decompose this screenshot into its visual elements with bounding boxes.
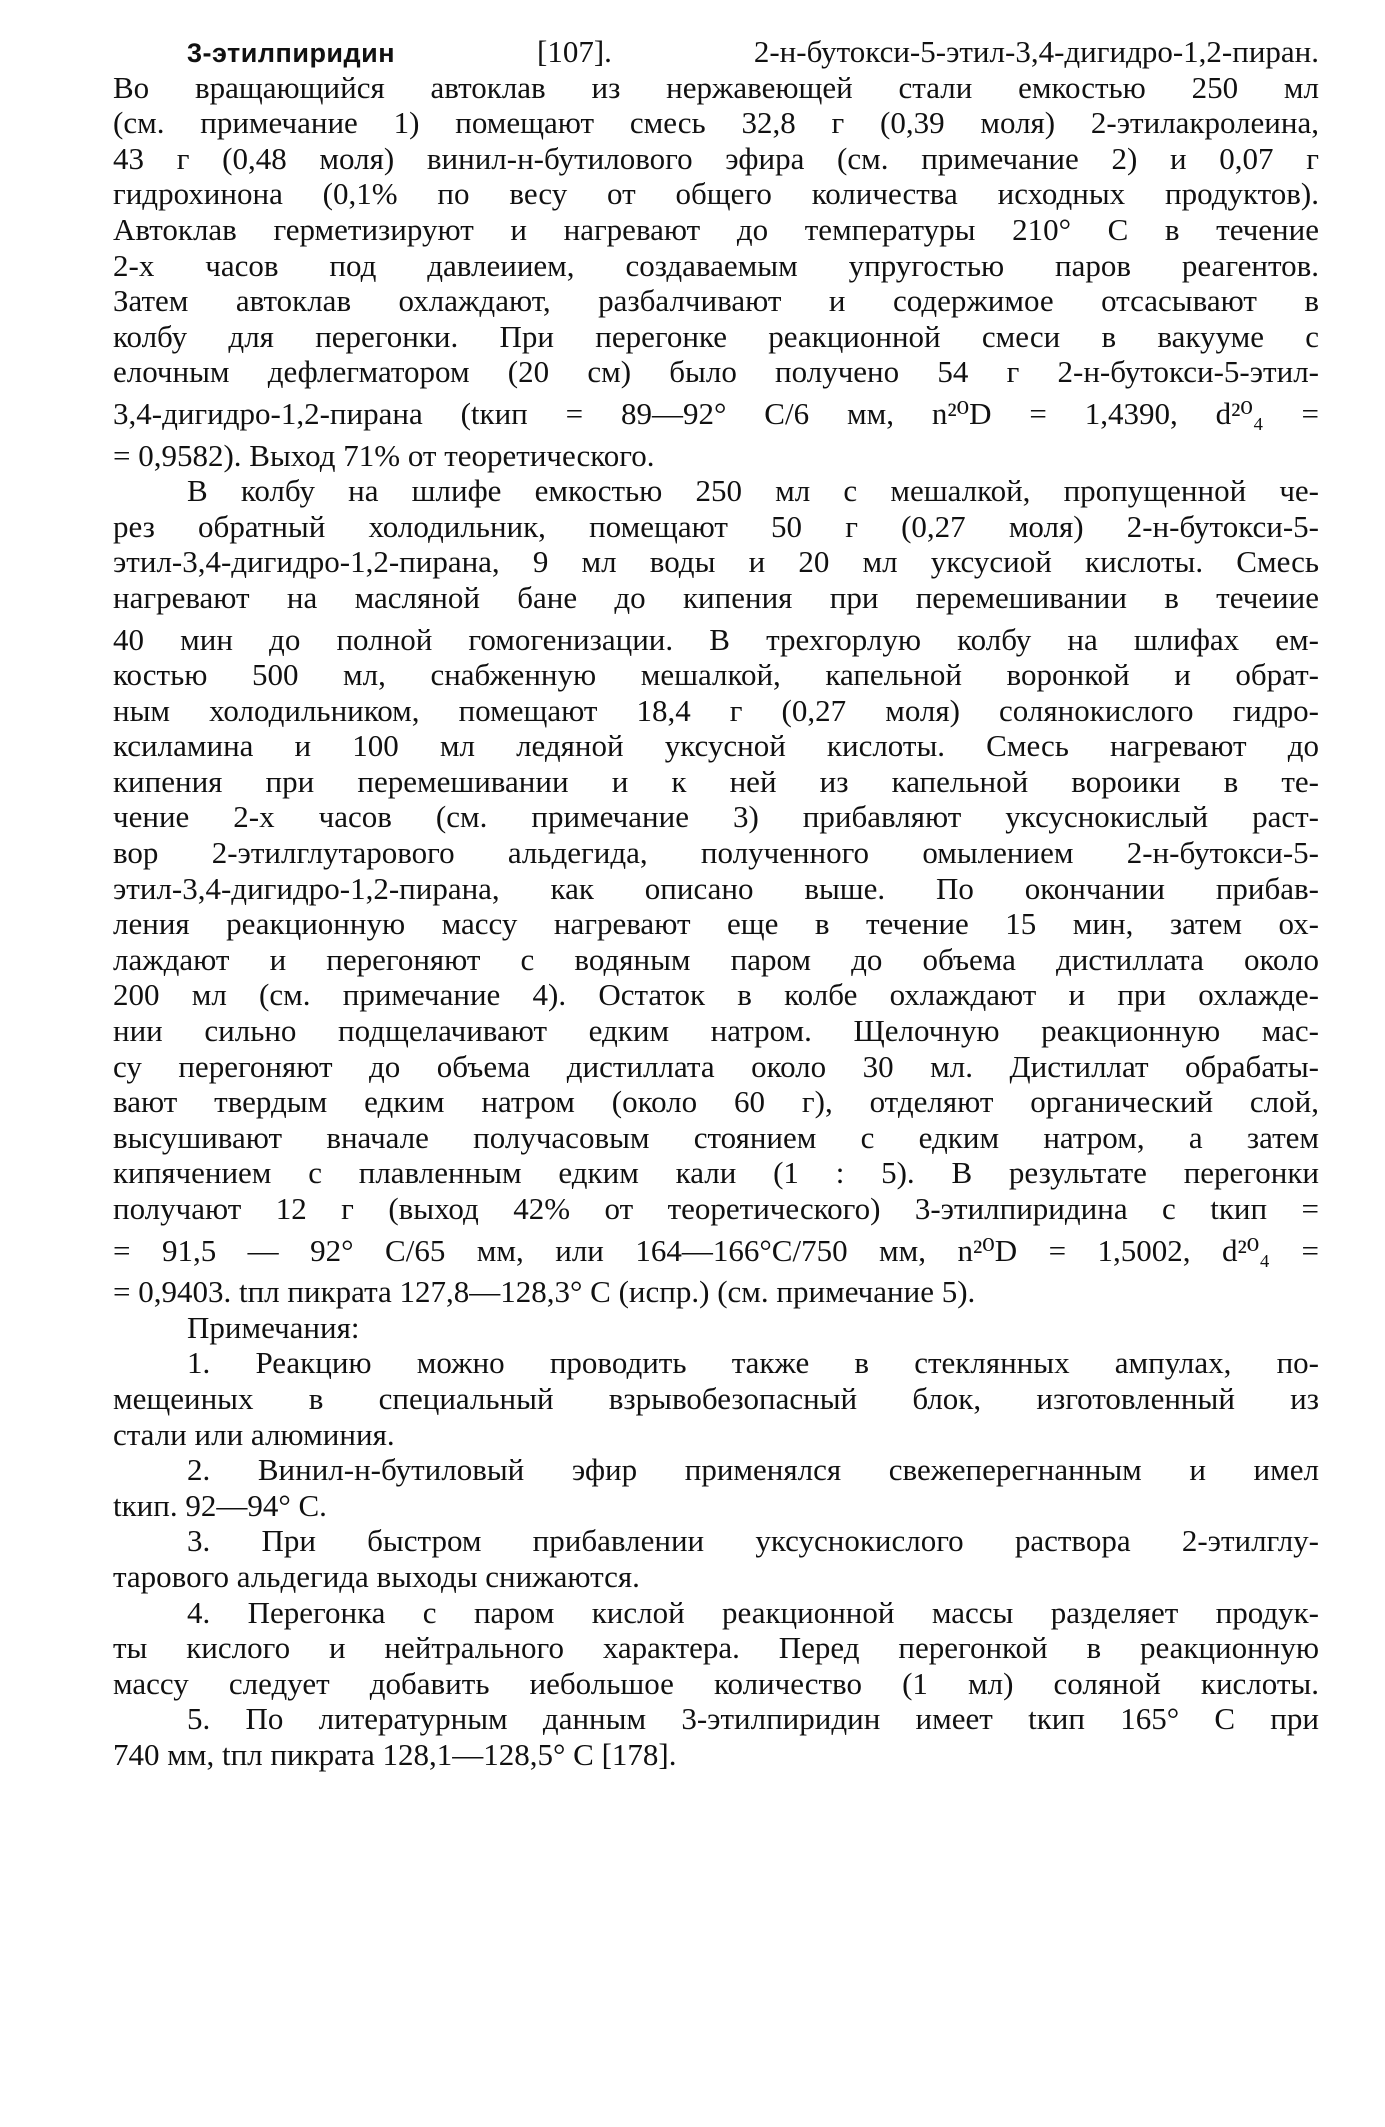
text-line: 200 мл (см. примечание 4). Остаток в колбе охлаждают и при охлажде- — [113, 977, 1319, 1013]
note-line: 4. Перегонка с паром кислой реакционной массы разделяет продук- — [187, 1594, 1319, 1630]
document-page — [113, 34, 1319, 1773]
note-line: 1. Реакцию можно проводить также в стеклянных ампулах, по- — [187, 1345, 1319, 1381]
text-line: (см. примечание 1) помещают смесь 32,8 г (0,39 моля) 2-этилакролеина, — [113, 105, 1319, 141]
paragraph-synthesis-step-2 — [113, 473, 1319, 1310]
text-line: получают 12 г (выход 42% от теоретического) 3-этилпиридина с tкип = — [113, 1191, 1319, 1226]
text-line: 40 мин до полной гомогенизации. В трехгорлую колбу на шлифах ем- — [113, 621, 1319, 657]
notes-heading: Примечания: — [187, 1309, 360, 1345]
heading-line — [113, 34, 1319, 70]
text-line: кипячением с плавленным едким кали (1 : 5). В результате перегонки — [113, 1155, 1319, 1191]
compound-title: 3-этилпиридин — [187, 38, 396, 68]
text-line: елочным дефлегматором (20 см) было получено 54 г 2-н-бутокси-5-этил- — [113, 354, 1319, 390]
text-line: высушивают вначале получасовым стоянием с едким натром, а затем — [113, 1119, 1319, 1155]
text-line: Затем автоклав охлаждают, разбалчивают и содержимое отсасывают в — [113, 283, 1319, 319]
note-line: tкип. 92—94° С. — [113, 1487, 327, 1523]
note-line: 740 мм, tпл пикрата 128,1—128,5° С [178]. — [113, 1736, 677, 1772]
text-line: рез обратный холодильник, помещают 50 г (0,27 моля) 2-н-бутокси-5- — [113, 508, 1319, 544]
notes-list — [113, 1345, 1319, 1772]
note-line: тарового альдегида выходы снижаются. — [113, 1558, 640, 1594]
text-line: 3,4-дигидро-1,2-пирана (tкип = 89—92° С/6 мм, n²⁰D = 1,4390, d²⁰₄ = — [113, 395, 1319, 431]
text-line: 2-х часов под давлеиием, создаваемым упругостью паров реагентов. — [113, 247, 1319, 283]
text-line: ления реакционную массу нагревают еще в течение 15 мин, затем ох- — [113, 906, 1319, 942]
text-line: вают твердым едким натром (около 60 г), отделяют органический слой, — [113, 1084, 1319, 1120]
note-item-3 — [113, 1523, 1319, 1594]
text-line: нагревают на масляной бане до кипения при перемешивании в течеиие — [113, 579, 1319, 615]
note-item-4 — [113, 1595, 1319, 1702]
note-line: 2. Винил-н-бутиловый эфир применялся свежеперегнанным и имел — [187, 1452, 1319, 1488]
text-line: нии сильно подщелачивают едким натром. Щелочную реакционную мас- — [113, 1013, 1319, 1049]
text-line: = 0,9403. tпл пикрата 127,8—128,3° С (испр.) (см. примечание 5). — [113, 1274, 976, 1310]
text-line: чение 2-х часов (см. примечание 3) прибавляют уксуснокислый раст- — [113, 799, 1319, 835]
text-line: ксиламина и 100 мл ледяной уксусной кислоты. Смесь нагревают до — [113, 728, 1319, 764]
text-line: лаждают и перегоняют с водяным паром до объема дистиллата около — [113, 941, 1319, 977]
note-item-1 — [113, 1345, 1319, 1452]
text-line: кипения при перемешивании и к ней из капельной вороики в те- — [113, 763, 1319, 799]
text-line: Во вращающийся автоклав из нержавеющей стали емкостью 250 мл — [113, 69, 1319, 105]
note-line: 3. При быстром прибавлении уксуснокислого раствора 2-этилглу- — [187, 1523, 1319, 1559]
heading-subtitle: 2-н-бутокси-5-этил-3,4-дигидро-1,2-пиран. — [753, 34, 1320, 69]
note-line: ты кислого и нейтрального характера. Перед перегонкой в реакционную — [113, 1630, 1319, 1666]
text-line: этил-3,4-дигидро-1,2-пирана, 9 мл воды и 20 мл уксусиой кислоты. Смесь — [113, 544, 1319, 580]
note-line: 5. По литературным данным 3-этилпиридин имеет tкип 165° С при — [187, 1701, 1319, 1737]
text-line: = 91,5 — 92° С/65 мм, или 164—166°С/750 мм, n²⁰D = 1,5002, d²⁰₄ = — [113, 1232, 1319, 1268]
text-line: колбу для перегонки. При перегонке реакционной смеси в вакууме с — [113, 318, 1319, 354]
note-line: массу следует добавить иебольшое количество (1 мл) соляной кислоты. — [113, 1665, 1319, 1701]
text-line: этил-3,4-дигидро-1,2-пирана, как описано выше. По окончании прибав- — [113, 870, 1319, 906]
text-line: Автоклав герметизируют и нагревают до температуры 210° С в течение — [113, 211, 1319, 247]
text-line: ным холодильником, помещают 18,4 г (0,27 моля) солянокислого гидро- — [113, 692, 1319, 728]
paragraph-synthesis-step-1 — [113, 70, 1319, 474]
note-item-2 — [113, 1452, 1319, 1523]
text-line: вор 2-этилглутарового альдегида, полученного омылением 2-н-бутокси-5- — [113, 835, 1319, 871]
text-line: В колбу на шлифе емкостью 250 мл с мешалкой, пропущенной че- — [187, 473, 1319, 509]
note-line: мещеиных в специальный взрывобезопасный блок, изготовленный из — [113, 1380, 1319, 1416]
text-line: гидрохинона (0,1% по весу от общего количества исходных продуктов). — [113, 176, 1319, 212]
note-item-5 — [113, 1701, 1319, 1772]
text-line: = 0,9582). Выход 71% от теоретического. — [113, 437, 655, 473]
text-line: 43 г (0,48 моля) винил-н-бутилового эфира (см. примечание 2) и 0,07 г — [113, 140, 1319, 176]
text-line: костью 500 мл, снабженную мешалкой, капельной воронкой и обрат- — [113, 657, 1319, 693]
text-line: су перегоняют до объема дистиллата около 30 мл. Дистиллат обрабаты- — [113, 1048, 1319, 1084]
reference-number: [107]. — [537, 34, 612, 69]
note-line: стали или алюминия. — [113, 1416, 395, 1452]
